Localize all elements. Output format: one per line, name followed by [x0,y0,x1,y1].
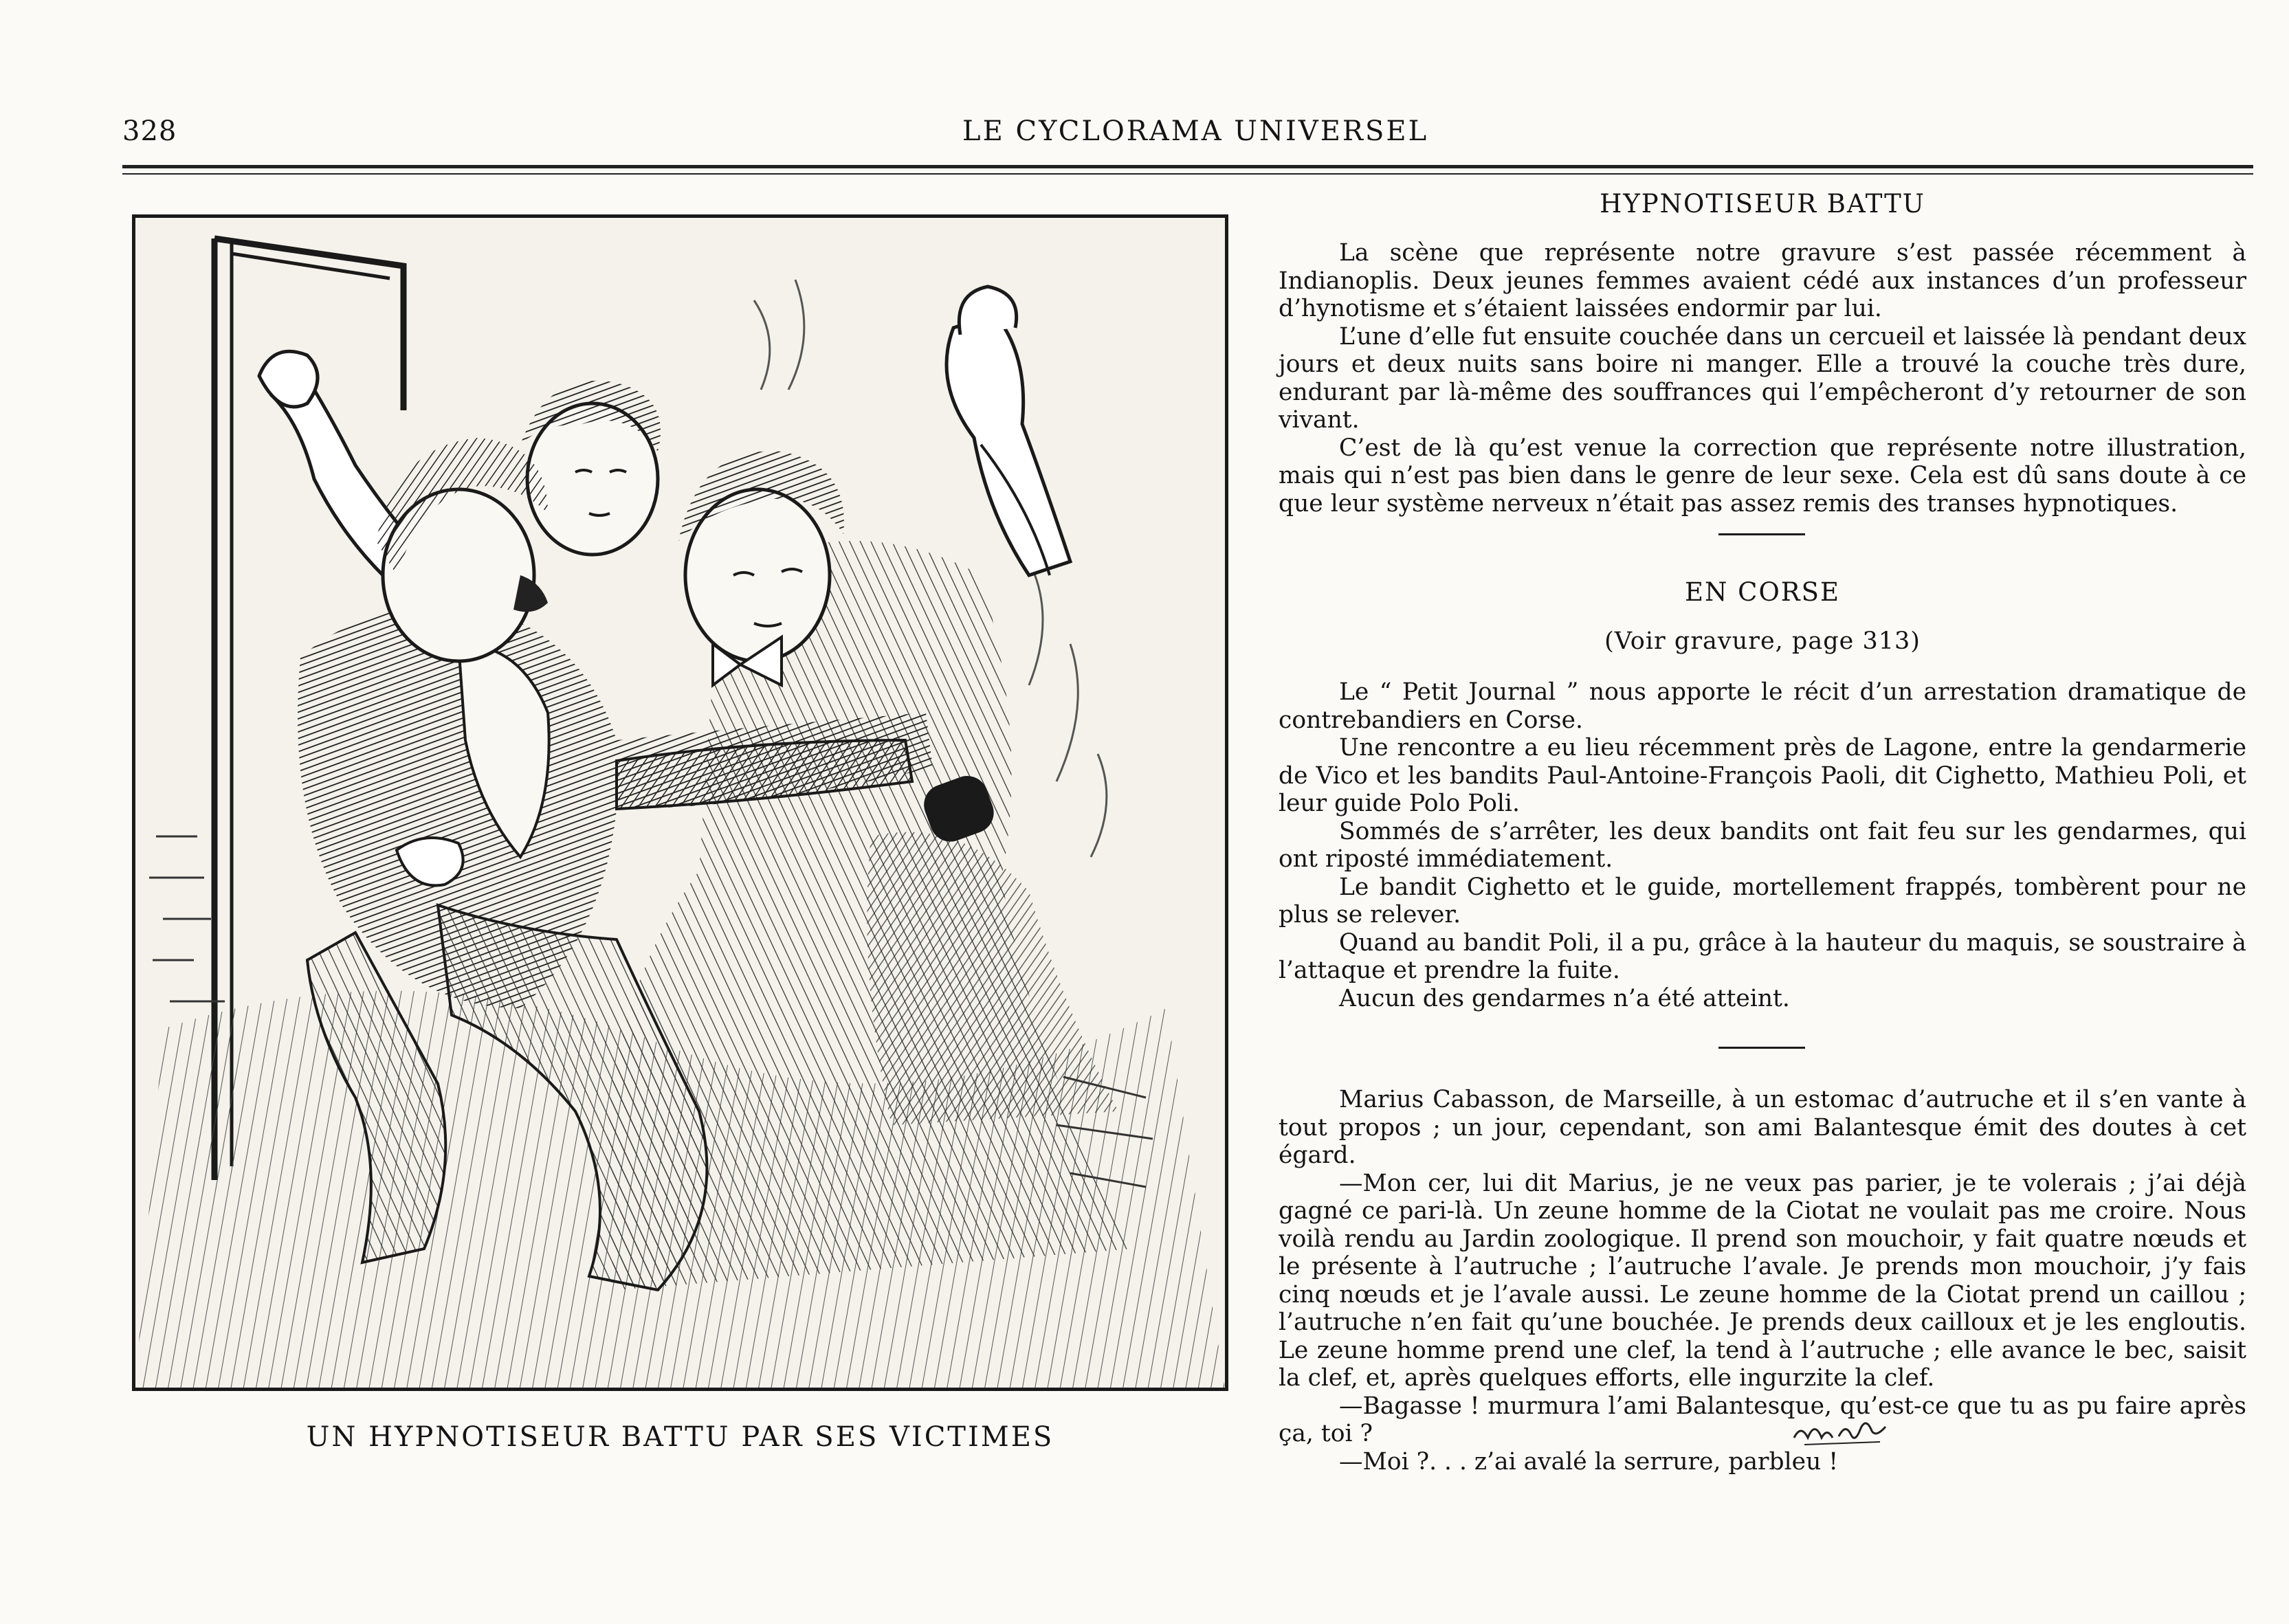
article-paragraph: Quand au bandit Poli, il a pu, grâce à la hauteur du maquis, se soustraire à l’attaque et prendre la fuite. [1279,928,2246,984]
running-head: LE CYCLORAMA UNIVERSEL [962,115,1429,147]
article-paragraph: Marius Cabasson, de Marseille, à un estomac d’autruche et il s’en vante à tout propos ; un jour, cependant, son ami Balantesque émit des doutes à cet égard. [1279,1086,2246,1169]
section-divider [1718,1047,1805,1049]
article-paragraph: —Bagasse ! murmura l’ami Balantesque, qu’est-ce que tu as pu faire après ça, toi ? [1279,1392,2246,1447]
article-paragraph: La scène que représente notre gravure s’est passée récemment à Indianoplis. Deux jeunes femmes avaient cédé aux instances d’un professeur d’hynotisme et s’étaient laissées endormir par lui. [1279,239,2246,322]
page-number: 328 [122,115,177,147]
article-marius-anecdote [1279,1086,2246,1476]
article-paragraph: Aucun des gendarmes n’a été atteint. [1339,984,1790,1012]
header-rule-thick [122,165,2253,168]
article-paragraph: Le bandit Cighetto et le guide, mortellement frappés, tombèrent pour ne plus se relever. [1279,873,2246,928]
article-title: HYPNOTISEUR BATTU [1600,189,1925,219]
illustration-caption: UN HYPNOTISEUR BATTU PAR SES VICTIMES [306,1421,1054,1453]
article-paragraph: Sommés de s’arrêter, les deux bandits ont fait feu sur les gendarmes, qui ont riposté immédiatement. [1279,817,2246,873]
article-paragraph: Une rencontre a eu lieu récemment près de Lagone, entre la gendarmerie de Vico et les bandits Paul-Antoine-François Paoli, dit Cighetto, Mathieu Poli, et leur guide Polo Poli. [1279,734,2246,817]
article-paragraph: C’est de là qu’est venue la correction que représente notre illustration, mais qui n’est pas bien dans le genre de leur sexe. Cela est dû sans doute à ce que leur système nerveux n’était pas assez remis des transes hypnotiques. [1279,434,2246,518]
engraving-illustration [132,214,1228,1391]
article-hypnotiseur [1279,189,2246,518]
header-rule-thin [122,173,2253,175]
article-paragraph: Le “ Petit Journal ” nous apporte le récit d’un arrestation dramatique de contrebandiers en Corse. [1279,678,2246,734]
article-paragraph: —Moi ?. . . z’ai avalé la serrure, parbleu ! [1339,1447,1839,1476]
article-title: EN CORSE [1684,577,1840,607]
signature-scribble [1791,1410,1894,1451]
article-paragraph: L’une d’elle fut ensuite couchée dans un cercueil et laissée là pendant deux jours et deux nuits sans boire ni manger. Elle a trouvé la couche très dure, endurant par là-même des souffrances qui l’empêcheront d’y retourner de son vivant. [1279,322,2246,434]
article-en-corse [1279,577,2246,1012]
article-paragraph: —Mon cer, lui dit Marius, je ne veux pas parier, je te volerais ; j’ai déjà gagné ce pari-là. Un zeune homme de la Ciotat ne voulait pas me croire. Nous voilà rendu au Jardin zoologique. Il prend son mouchoir, y fait quatre nœuds et le présente à l’autruche ; l’autruche l’avale. Je prends mon mouchoir, j’y fais cinq nœuds et je l’avale aussi. Le zeune homme de la Ciotat prend un caillou ; l’autruche n’en fait qu’une bouchée. Je prends deux cailloux et je les engloutis. Le zeune homme prend une clef, la tend à l’autruche ; elle avance le bec, saisit la clef, et, après quelques efforts, elle ingurzite la clef. [1279,1169,2246,1392]
article-subtitle: (Voir gravure, page 313) [1604,627,1921,655]
section-divider [1718,533,1805,535]
